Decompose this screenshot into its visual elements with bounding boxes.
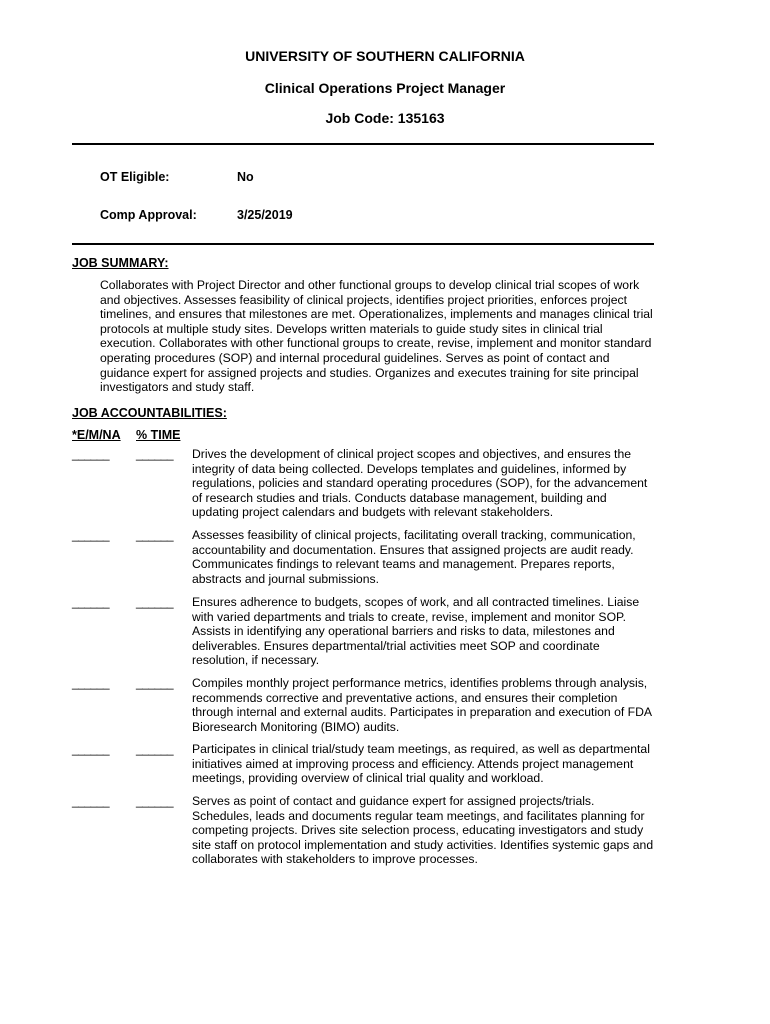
percent-time-blank: ______ [136, 742, 174, 756]
job-code: Job Code: 135163 [325, 110, 445, 126]
accountability-text: Compiles monthly project performance metrics, identifies problems through analysis, recommends corrective and preventative actions, and ensures their completion through internal and external audits. Participates in preparation and execution of FDA Bioresearch Monitoring (BIMO) audits. [192, 676, 652, 734]
comp-approval-label: Comp Approval: [100, 208, 197, 222]
emna-blank: ______ [72, 447, 110, 461]
position-title: Clinical Operations Project Manager [264, 80, 506, 96]
accountability-text: Participates in clinical trial/study team meetings, as required, as well as departmental initiatives aimed at improving process and efficiency. Attends project management meetings, providing overview of clinical trial quality and workload. [192, 742, 650, 786]
comp-approval-value: 3/25/2019 [237, 208, 293, 222]
ot-eligible-value: No [237, 170, 254, 184]
emna-blank: ______ [72, 595, 110, 609]
institution-name: UNIVERSITY OF SOUTHERN CALIFORNIA [245, 48, 525, 64]
percent-time-blank: ______ [136, 676, 174, 690]
divider-top [72, 143, 654, 145]
ot-eligible-label: OT Eligible: [100, 170, 170, 184]
column-header-time: % TIME [136, 428, 181, 442]
job-summary-text: Collaborates with Project Director and other functional groups to develop clinical trial scopes of work and objectives. Assesses feasibility of clinical projects, identifies project priorities, enforces project timelines, and ensures that milestones are met. Operationalizes, implements and manages clinical trial protocols at multiple study sites. Develops written materials to guide study sites in clinical trial execution. Collaborates with other functional groups to create, revise, implement and monitor standard operating procedures (SOP) and internal procedural guidelines. Serves as point of contact and guidance expert for assigned projects and studies. Organizes and executes training for site principal investigators and study staff. [100, 278, 653, 395]
percent-time-blank: ______ [136, 447, 174, 461]
job-accountabilities-title: JOB ACCOUNTABILITIES: [72, 406, 227, 420]
percent-time-blank: ______ [136, 794, 174, 808]
accountability-text: Assesses feasibility of clinical projects, facilitating overall tracking, communication, accountability and documentation. Ensures that assigned projects are audit ready. Communicates findings to relevant teams and management. Prepares reports, abstracts and journal submissions. [192, 528, 636, 586]
emna-blank: ______ [72, 742, 110, 756]
emna-blank: ______ [72, 528, 110, 542]
accountability-text: Serves as point of contact and guidance expert for assigned projects/trials. Schedules, leads and documents regular team meetings, and facilitates planning for competing projects. Drives site selection process, educating investigators and study site staff on protocol implementation and study activities. Identifies systemic gaps and collaborates with stakeholders to improve processes. [192, 794, 654, 867]
emna-blank: ______ [72, 676, 110, 690]
accountability-text: Ensures adherence to budgets, scopes of work, and all contracted timelines. Liaise with varied departments and trials to create, revise, implement and monitor SOP. Assists in identifying any operational barriers and risks to data, milestones and deliverables. Ensures departmental/trial activities meet SOP and coordinate resolution, if necessary. [192, 595, 640, 668]
emna-blank: ______ [72, 794, 110, 808]
percent-time-blank: ______ [136, 528, 174, 542]
percent-time-blank: ______ [136, 595, 174, 609]
accountability-text: Drives the development of clinical project scopes and objectives, and ensures the integrity of data being collected. Develops templates and guidelines, informed by regulations, policies and standard operating procedures (SOP), for the advancement of research studies and trials. Conducts database management, building and updating project calendars and budgets with relevant stakeholders. [192, 447, 648, 520]
column-header-emna: *E/M/NA [72, 428, 121, 442]
job-summary-title: JOB SUMMARY: [72, 256, 169, 270]
divider-bottom [72, 243, 654, 245]
